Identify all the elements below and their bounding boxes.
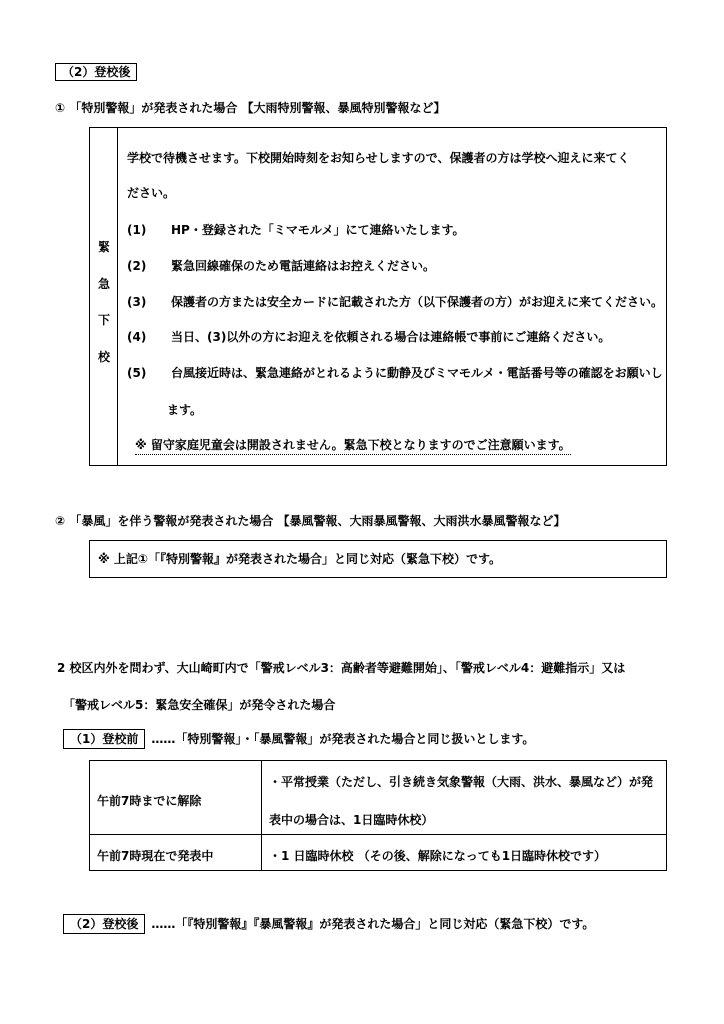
section-heading-after-arrival (55, 63, 137, 81)
list-item-text: 台風接近時は、緊急連絡がとれるように動静及びミマモルメ・電話番号等の確認をお願いし (171, 366, 663, 380)
table-cell-action: ・1 日臨時休校 （その後、解除になっても1日臨時休校です） (269, 849, 607, 863)
section-heading-text: （2）登校後 (62, 65, 131, 79)
item2-note-box (89, 540, 667, 578)
emergency-dismissal-table (89, 127, 667, 466)
list-item (127, 221, 465, 238)
list-item-text: 緊急回線確保のため電話連絡はお控えください。 (171, 259, 436, 273)
item2-note-text: ※ 上記①「『特別警報』が発表された場合」と同じ対応（緊急下校）です。 (98, 552, 502, 566)
after-arrival-label: （2）登校後 (63, 914, 145, 934)
list-item-number: (2) (127, 259, 147, 273)
note-line (135, 436, 571, 453)
list-item (127, 257, 435, 274)
list-item-text: 当日、(3)以外の方にお迎えを依頼される場合は連絡帳で事前にご連絡ください。 (171, 330, 611, 344)
table-column-divider (261, 761, 262, 870)
side-label-char: 緊 (97, 240, 110, 254)
table-cell-action: ・平常授業（ただし、引き続き気象警報（大雨、洪水、暴風など）が発 (269, 775, 654, 789)
list-item-number: (1) (127, 223, 147, 237)
table-cell-action: 表中の場合は、1日臨時休校） (269, 813, 434, 827)
side-label-char: 急 (97, 277, 110, 291)
side-label-char: 校 (97, 350, 110, 364)
list-item (127, 293, 663, 310)
table-column-divider (117, 128, 118, 465)
list-item-text: 保護者の方または安全カードに記載された方（以下保護者の方）がお迎えに来てください。 (171, 295, 664, 309)
section2-heading-line1: 2 校区内外を問わず、大山崎町内で「警戒レベル3：高齢者等避難開始」、「警戒レベル4：避難指示」又は (57, 661, 626, 675)
intro-line: 学校で待機させます。下校開始時刻をお知らせしますので、保護者の方は学校へ迎えに来てく (127, 151, 630, 165)
table-cell-condition: 午前7時現在で発表中 (97, 849, 214, 863)
section2-heading-line2: 「警戒レベル5：緊急安全確保」が発令された場合 (63, 698, 336, 712)
side-label-char: 下 (97, 313, 110, 327)
before-school-label: （1）登校前 (63, 729, 145, 749)
list-item-text: HP・登録された「ミマモルメ」にて連絡いたします。 (171, 223, 465, 237)
table-row-divider (90, 834, 666, 835)
list-item-continuation: ます。 (167, 403, 203, 417)
item2-title: ② 「暴風」を伴う警報が発表された場合 【暴風警報、大雨暴風警報、大雨洪水暴風警報など】 (55, 514, 566, 528)
before-school-row (63, 733, 534, 745)
list-item (127, 328, 610, 345)
list-item-number: (4) (127, 330, 147, 344)
list-item-number: (3) (127, 295, 147, 309)
after-arrival-row (63, 918, 594, 930)
note-text: ※ 留守家庭児童会は開設されません。緊急下校となりますのでご注意願います。 (135, 438, 571, 455)
list-item-number: (5) (127, 366, 147, 380)
before-school-text: ……「特別警報」・「暴風警報」が発表された場合と同じ扱いとします。 (151, 732, 535, 746)
item1-title: ① 「特別警報」が発表された場合 【大雨特別警報、暴風特別警報など】 (55, 101, 446, 115)
table-cell-condition: 午前7時までに解除 (97, 794, 202, 808)
warning-level-table (89, 760, 667, 871)
list-item (127, 364, 663, 381)
intro-line: ださい。 (127, 186, 176, 200)
after-arrival-text: ……「『特別警報』『暴風警報』が発表された場合」と同じ対応（緊急下校）です。 (151, 917, 595, 931)
